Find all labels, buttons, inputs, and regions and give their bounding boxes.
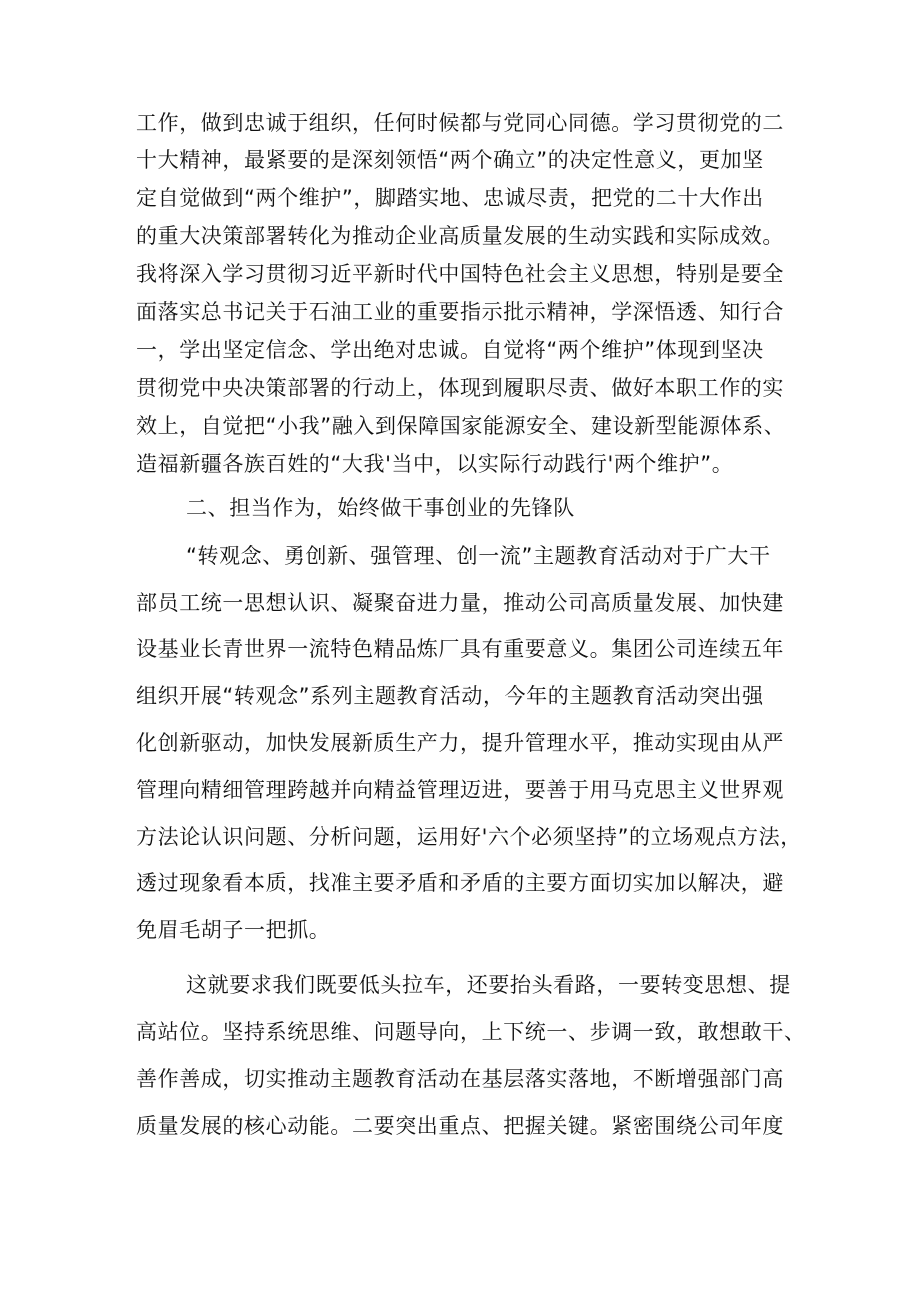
text-line: 造福新疆各族百姓的“大我'当中，以实际行动践行'两个维护”。: [136, 452, 734, 476]
paragraph-first-line: “转观念、勇创新、强管理、创一流”主题教育活动对于广大干: [186, 544, 771, 568]
text-line: 贯彻党中央决策部署的行动上，体现到履职尽责、做好本职工作的实: [136, 376, 784, 400]
text-line: 化创新驱动，加快发展新质生产力，提升管理水平，推动实现由从严: [136, 731, 784, 755]
text-line: 高站位。坚持系统思维、问题导向，上下统一、步调一致，敢想敢干、: [136, 1020, 806, 1044]
text-line: 质量发展的核心动能。二要突出重点、把握关键。紧密围绕公司年度: [136, 1114, 784, 1138]
text-line: 十大精神，最紧要的是深刻领悟“两个确立”的决定性意义，更加坚: [136, 148, 764, 172]
section-heading: 二、担当作为，始终做干事创业的先锋队: [186, 496, 575, 520]
text-line: 透过现象看本质，找准主要矛盾和矛盾的主要方面切实加以解决，避: [136, 871, 784, 895]
text-line: 工作，做到忠诚于组织，任何时候都与党同心同德。学习贯彻党的二: [136, 111, 784, 135]
text-line: 部员工统一思想认识、凝聚奋进力量，推动公司高质量发展、加快建: [136, 591, 784, 615]
text-line: 设基业长青世界一流特色精品炼厂具有重要意义。集团公司连续五年: [136, 637, 784, 661]
text-line: 一，学出坚定信念、学出绝对忠诚。自觉将“两个维护”体现到坚决: [136, 338, 764, 362]
text-line: 面落实总书记关于石油工业的重要指示批示精神，学深悟透、知行合: [136, 300, 784, 324]
text-line: 管理向精细管理跨越并向精益管理迈进，要善于用马克思主义世界观: [136, 778, 784, 802]
text-line: 组织开展“转观念”系列主题教育活动，今年的主题教育活动突出强: [136, 684, 764, 708]
text-line: 我将深入学习贯彻习近平新时代中国特色社会主义思想，特别是要全: [136, 262, 784, 286]
paragraph-first-line: 这就要求我们既要低头拉车，还要抬头看路，一要转变思想、提: [186, 973, 791, 997]
text-line: 的重大决策部署转化为推动企业高质量发展的生动实践和实际成效。: [136, 224, 784, 248]
text-line: 免眉毛胡子一把抓。: [136, 918, 331, 942]
text-line: 方法论认识问题、分析问题，运用好'六个必须坚持”的立场观点方法，: [136, 825, 802, 849]
text-line: 善作善成，切实推动主题教育活动在基层落实落地，不断增强部门高: [136, 1067, 784, 1091]
text-line: 效上，自觉把“小我”融入到保障国家能源安全、建设新型能源体系、: [136, 414, 786, 438]
text-line: 定自觉做到“两个维护”，脚踏实地、忠诚尽责，把党的二十大作出: [136, 186, 764, 210]
